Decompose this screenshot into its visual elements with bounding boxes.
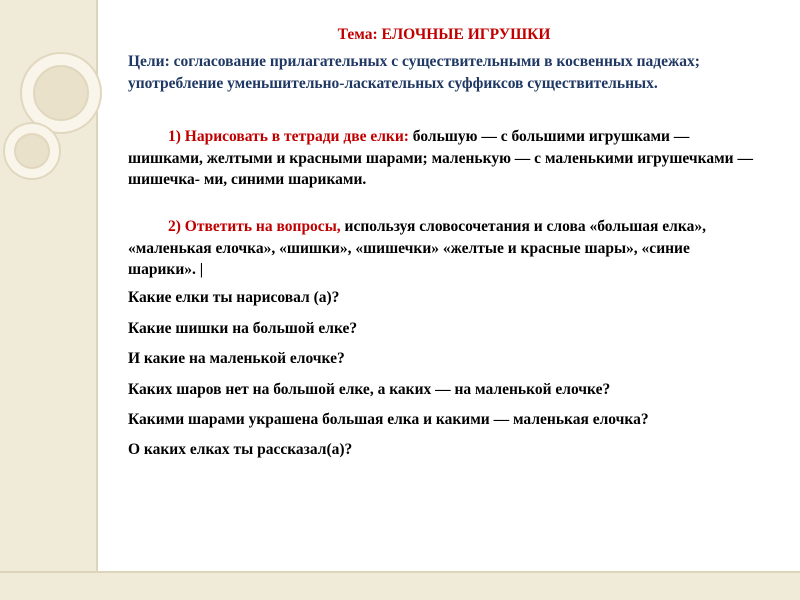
question-4: Каких шаров нет на большой елке, а каких — на маленькой елочке? (128, 380, 611, 398)
question-5: Какими шарами украшена большая елка и какими — маленькая елочка? (128, 410, 649, 428)
goal-text: Цели: согласование прилагательных с существительными в косвенных падежах; употребление уменьшительно-ласкательных суффиксов существительных. (128, 53, 700, 92)
decorative-circle-large (22, 54, 100, 132)
task-2-lead: 2) Ответить на вопросы, (168, 218, 341, 236)
task-2-text: используя словосочетания и слова «большая елка», «маленькая елочка», «шишки», «шишечки» «желтые и красные шары», «синие шарики». | (128, 218, 706, 278)
question-2: Какие шишки на большой елке? (128, 319, 358, 337)
bottom-decorative-band (0, 571, 800, 600)
task-1-text: большую — с большими игрушками — шишками, желтыми и красными шарами; маленькую — с маленькими игрушечками — шишечка- ми, синими шариками. (128, 128, 753, 188)
question-3: И какие на маленькой елочке? (128, 350, 345, 368)
decorative-circle-small (5, 124, 59, 178)
slide-content (128, 24, 760, 470)
slide-title: Тема: ЕЛОЧНЫЕ ИГРУШКИ (337, 26, 551, 43)
task-item-1 (128, 126, 760, 190)
questions-list (128, 287, 760, 460)
question-6: О каких елках ты рассказал(а)? (128, 441, 353, 459)
question-1: Какие елки ты нарисовал (а)? (128, 289, 340, 307)
task-1-lead: 1) Нарисовать в тетради две елки: (168, 128, 409, 146)
task-item-2 (128, 216, 760, 280)
left-decorative-band (0, 0, 98, 600)
